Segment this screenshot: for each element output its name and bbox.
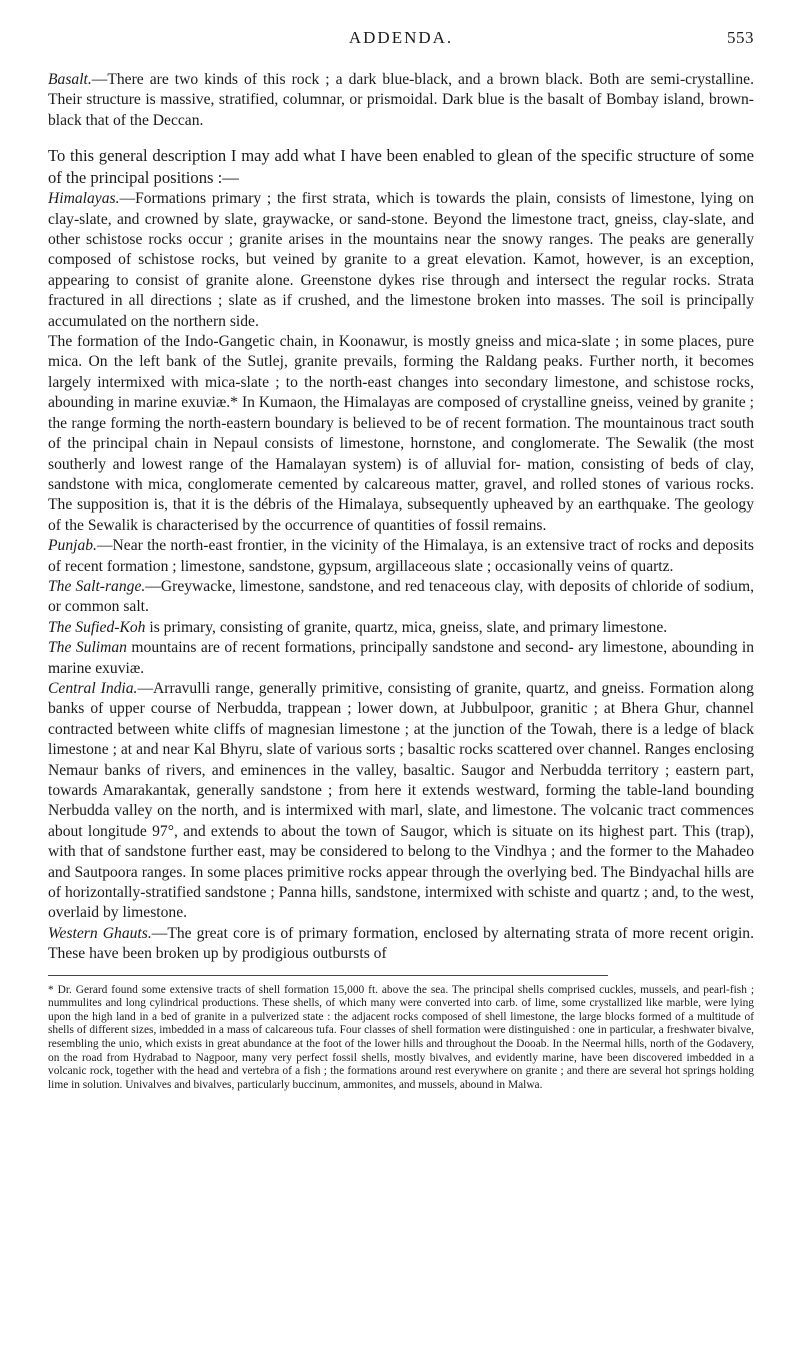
paragraph-label: Central India. <box>48 679 138 697</box>
body-text <box>48 70 754 965</box>
paragraph-text: —The great core is of primary formation, enclosed by alternating strata of more recent origin. These have been broken up by prodigious outbursts of <box>48 924 754 963</box>
paragraph-text: mountains are of recent formations, principally sandstone and second- ary limestone, abounding in marine exuviæ. <box>48 639 754 677</box>
paragraph-sufied-koh <box>48 618 754 638</box>
paragraph-himalayas <box>48 189 754 332</box>
paragraph-western-ghauts <box>48 924 754 965</box>
paragraph-text: —Formations primary ; the first strata, which is towards the plain, consists of limestone, lying on clay-slate, and crowned by slate, graywacke, or sand-stone. Beyond the limestone tract, gneiss, clay-slate, and other schistose rocks occur ; granite arises in the mountains near the snowy ranges. The peaks are generally composed of schistose rocks, but veined by granite to a great elevation. Kamot, however, is an exception, appearing to consist of granite alone. Greenstone dykes rise through and intersect the regular rocks. Strata fractured in all directions ; slate as if crushed, and the limestone broken into masses. The soil is principally accumulated on the northern side. <box>48 190 754 330</box>
paragraph-text: is primary, consisting of granite, quartz, mica, gneiss, slate, and primary limestone. <box>145 618 668 636</box>
paragraph-text: —There are two kinds of this rock ; a dark blue-black, and a brown black. Both are semi-crystalline. Their structure is massive, stratified, columnar, or prismoidal. Dark blue is the basalt of Bombay island, brown-black that of the Deccan. <box>48 71 754 129</box>
paragraph-label: The Suliman <box>48 639 127 657</box>
paragraph-suliman <box>48 638 754 679</box>
paragraph-basalt <box>48 70 754 131</box>
paragraph-label: Himalayas. <box>48 190 120 208</box>
page-number: 553 <box>727 28 755 47</box>
page-header <box>48 28 754 58</box>
paragraph-text: The formation of the Indo-Gangetic chain, in Koonawur, is mostly gneiss and mica-slate ; in some places, pure mica. On the left bank of the Sutlej, granite prevails, forming the Raldang peaks. Further north, it becomes largely intermixed with mica-slate ; to the north-east changes into secondary limestone, and schistose rocks, abounding in marine exuviæ.* In Kumaon, the Himalayas are composed of crystalline gneiss, veined by granite ; the range forming the north-eastern boundary is believed to be of recent formation. The mountainous tract south of the principal chain in Nepaul consists of limestone, hornstone, and conglomerate. The Sewalik (the most southerly and lowest range of the Hamalayan system) is of alluvial for- mation, consisting of beds of clay, sandstone with mica, conglomerate cemented by calcareous matter, gravel, and rolled stones of various rocks. The supposition is, that it is the débris of the Himalaya, subsequently upheaved by an earthquake. The geology of the Sewalik is characterised by the occurrence of quantities of fossil remains. <box>48 333 754 534</box>
paragraph-label: Basalt. <box>48 71 92 88</box>
paragraph-text: —Near the north-east frontier, in the vicinity of the Himalaya, is an extensive tract of rocks and deposits of recent formation ; limestone, sandstone, gypsum, argillaceous slate ; occasionally veins of quartz. <box>48 537 754 575</box>
paragraph-indo-gangetic <box>48 332 754 536</box>
running-head: ADDENDA. <box>348 28 454 47</box>
footnote-divider <box>48 975 608 976</box>
paragraph-salt-range <box>48 577 754 618</box>
paragraph-text: To this general description I may add what I have been enabled to glean of the specific structure of some of the principal positions :— <box>48 146 754 188</box>
paragraph-intro <box>48 145 754 189</box>
footnote: * Dr. Gerard found some extensive tracts of shell formation 15,000 ft. above the sea. The principal shells comprised cuckles, mussels, and pearl-fish ; nummulites and long cylindrical productions. These shells, of which many were converted into carb. of lime, some crystallized like marble, were lying upon the high land in a bed of granite in a pulverized state : the adjacent rocks composed of shell limestone, the large blocks formed of a multitude of shells of different sizes, imbedded in a mass of calcareous tufa. Four classes of shell formation were distinguished : one in particular, a freshwater bivalve, resembling the unio, which exists in great abundance at the foot of the lower hills and throughout the Dooab. In the Neermal hills, north of the Godavery, on the road from Hydrabad to Nagpoor, many very perfect fossil shells, mostly bivalves, and evidently marine, have been discovered imbedded in a volcanic rock, together with the head and vertebra of a fish ; the formations around rest everywhere on granite ; and there are several hot springs holding lime in solution. Univalves and bivalves, particularly buccinum, ammonites, and mussels, abound in Malwa. <box>48 983 754 1091</box>
paragraph-label: Western Ghauts. <box>48 924 152 942</box>
paragraph-label: The Salt-range. <box>48 577 146 595</box>
paragraph-text: —Greywacke, limestone, sandstone, and red tenaceous clay, with deposits of chloride of sodium, or common salt. <box>48 577 754 616</box>
paragraph-text: —Arravulli range, generally primitive, consisting of granite, quartz, and gneiss. Formation along banks of upper course of Nerbudda, trappean ; lower down, at Jubbulpoor, granitic ; at Bhera Ghur, channel contracted between white cliffs of magnesian limestone ; at the junction of the Towah, there is a ledge of black limestone ; at and near Kal Bhyru, slate of various sorts ; basaltic rocks scattered over channel. Ranges enclosing Nemaur banks of rivers, and eminences in the valley, basaltic. Saugor and Nerbudda territory ; eastern part, towards Amarakantak, generally sandstone ; from here it extends westward, forming the table-land bounding Nerbudda valley on the north, and is intermixed with marl, slate, and limestone. The volcanic tract commences about longitude 97°, and extends to about the town of Saugor, which is situate on its highest part. This (trap), with that of sandstone further east, may be considered to belong to the Vindhya ; and the former to the Mahadeo and Sautpoora ranges. In some places primitive rocks appear through the overlying bed. The Bindyachal hills are of horizontally-stratified sandstone ; Panna hills, sandstone, intermixed with schiste and quartz ; and, to the west, overlaid by limestone. <box>48 679 754 922</box>
paragraph-punjab <box>48 536 754 577</box>
paragraph-label: Punjab. <box>48 537 97 555</box>
paragraph-label: The Sufied-Koh <box>48 618 146 636</box>
paragraph-central-india <box>48 679 754 924</box>
